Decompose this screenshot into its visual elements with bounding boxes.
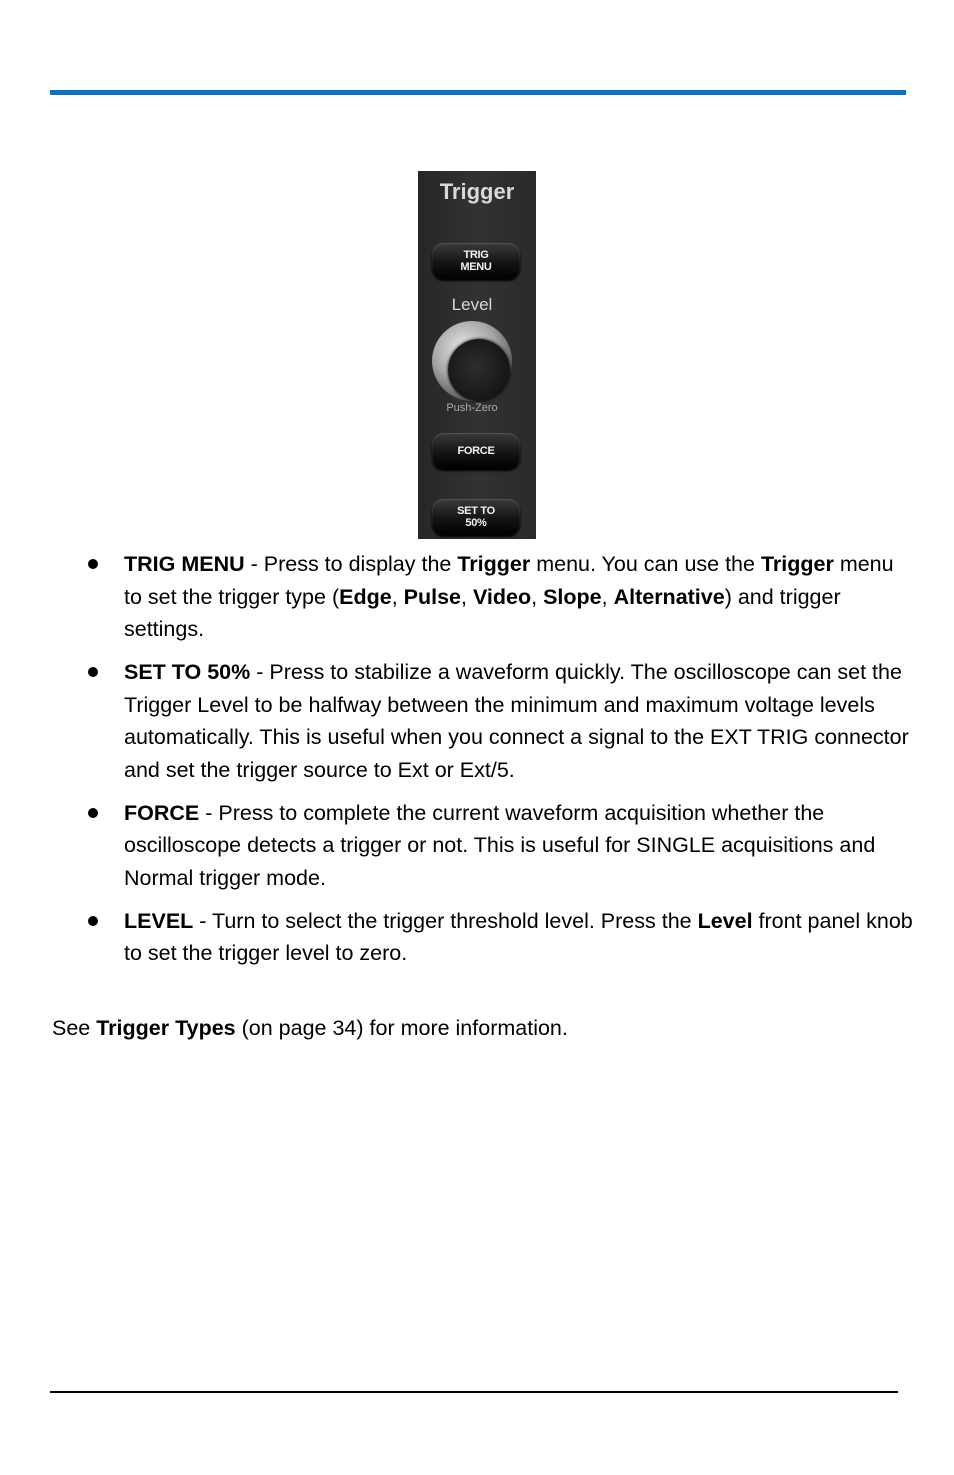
term: LEVEL — [124, 908, 194, 933]
trig-menu-line1: TRIG — [463, 249, 489, 261]
list-item-level — [84, 905, 914, 970]
set-to-50-button-image — [432, 499, 520, 535]
text: - Press to display the — [244, 552, 458, 576]
level-knob-icon — [448, 339, 510, 401]
control-description-list — [84, 548, 914, 980]
see-also-line — [52, 1012, 568, 1044]
text: menu to set the trigger type ( — [124, 552, 894, 609]
bold-text: Video — [472, 584, 532, 609]
text: front panel knob to set the trigger level to zero. — [124, 908, 913, 965]
bold-text: Slope — [543, 584, 602, 609]
header-rule — [50, 90, 906, 95]
text: (on page 34) for more information. — [235, 1016, 568, 1040]
bold-text: Level — [697, 908, 753, 933]
set50-line1: SET TO — [457, 505, 495, 517]
list-item-trig-menu — [84, 548, 914, 646]
bold-text: Pulse — [403, 584, 462, 609]
text: menu. You can use the — [530, 552, 761, 576]
bullet-icon — [88, 916, 98, 926]
list-item-force — [84, 797, 914, 895]
separator: , — [461, 584, 473, 609]
level-label: Level — [451, 295, 493, 314]
text: - Press to complete the current waveform acquisition whether the oscilloscope detects a trigger or not. This is useful for SINGLE acquisitions and Normal trigger mode. — [124, 800, 876, 890]
separator: , — [601, 584, 614, 609]
push-zero-label: Push-Zero — [446, 402, 498, 414]
text: ) and trigger settings. — [124, 584, 841, 641]
trigger-panel-image — [418, 171, 536, 539]
list-item-set-to-50 — [84, 656, 914, 786]
bold-text: Edge — [339, 584, 392, 609]
text: See — [52, 1016, 97, 1040]
cross-reference-link[interactable]: Trigger Types — [96, 1016, 236, 1040]
force-button-image — [432, 433, 520, 469]
set50-line2: 50% — [465, 517, 487, 529]
term: SET TO 50% — [124, 660, 251, 684]
bold-text: Trigger — [760, 552, 834, 576]
bullet-icon — [88, 667, 98, 677]
panel-title: Trigger — [439, 179, 515, 204]
bullet-icon — [88, 559, 98, 569]
separator: , — [531, 584, 544, 609]
bullet-icon — [88, 808, 98, 818]
trig-menu-button-image — [432, 243, 520, 279]
term: FORCE — [124, 800, 200, 825]
trig-menu-line2: MENU — [460, 261, 492, 273]
term: TRIG MENU — [124, 552, 245, 576]
bold-text: Alternative — [613, 584, 725, 609]
bold-text: Trigger — [457, 552, 531, 576]
text: - Press to stabilize a waveform quickly. The oscilloscope can set the Trigger Level to be halfway between the minimum and maximum voltage levels automatically. This is useful when you connect a signal to the EXT TRIG connector and set the trigger source to Ext or Ext/5. — [124, 660, 909, 782]
force-label: FORCE — [457, 445, 495, 457]
text: - Turn to select the trigger threshold level. Press the — [193, 908, 698, 933]
separator: , — [391, 584, 404, 609]
footer-rule — [50, 1391, 898, 1393]
